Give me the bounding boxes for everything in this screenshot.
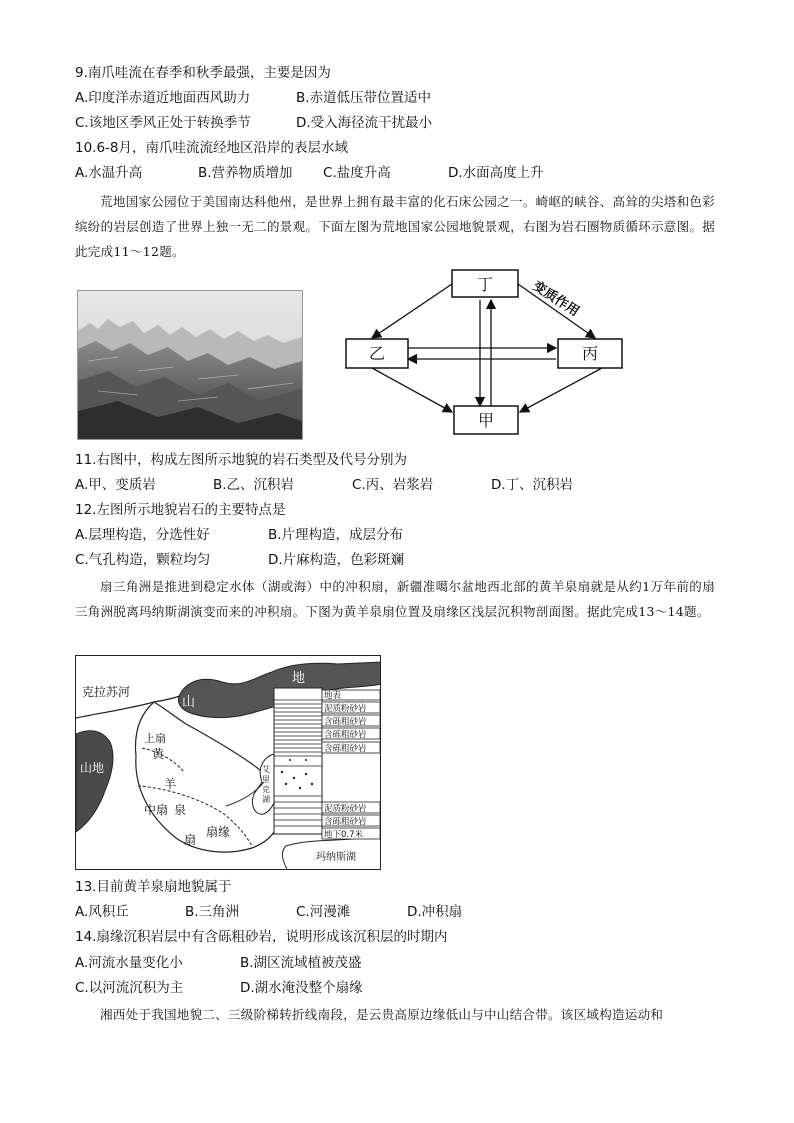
col-label-depth: 地下0.7米 — [324, 830, 364, 840]
passage-xiangxi: 湘西处于我国地貌二、三级阶梯转折线南段，是云贵高原边缘低山与中山结合带。该区域构造运动和 — [100, 1007, 664, 1022]
manasi-label: 玛纳斯湖 — [316, 852, 356, 863]
col-label-surface: 地表 — [324, 691, 342, 701]
question-11-stem: 11.右图中，构成左图所示地貌的岩石类型及代号分别为 — [75, 452, 407, 468]
badlands-landscape-photo — [77, 290, 303, 440]
arrow-yi-to-jia — [372, 368, 452, 412]
passage-badlands: 荒地国家公园位于美国南达科他州，是世界上拥有最丰富的化石床公园之一。崎岖的峡谷、高耸的尖塔和色彩缤纷的岩层创造了世界上独一无二的景观。下面左图为荒地国家公园地貌景观，右图为岩石圈物质循环示意图。据此完成11～12题。 — [75, 194, 716, 259]
upper-fan-label: 上扇 — [144, 732, 166, 745]
q11-option-d[interactable]: D.丁、沉积岩 — [491, 477, 574, 493]
q10-option-c[interactable]: C.盐度升高 — [323, 165, 391, 181]
q13-option-b[interactable]: B.三角洲 — [185, 904, 240, 920]
q9-option-c[interactable]: C.该地区季风正处于转换季节 — [75, 115, 251, 131]
fan-location-map — [75, 655, 381, 870]
fan-edge-label: 扇缘 — [206, 825, 231, 839]
question-10-stem: 10.6-8月，南爪哇流流经地区沿岸的表层水域 — [75, 140, 349, 156]
col-label-5: 泥质粉砂岩 — [324, 804, 367, 814]
col-label-4: 含砾粗砂岩 — [324, 744, 367, 754]
middle-fan-label: 中扇 — [144, 803, 169, 817]
lake-char-3: 克 — [262, 785, 270, 794]
mountain-label-west: 山地 — [80, 761, 105, 775]
q12-option-c[interactable]: C.气孔构造，颗粒均匀 — [75, 552, 211, 568]
q11-option-c[interactable]: C.丙、岩浆岩 — [352, 477, 434, 493]
label-yang: 羊 — [164, 777, 177, 791]
mountain-label-di: 地 — [292, 671, 306, 686]
q14-option-c[interactable]: C.以河流沉积为主 — [75, 980, 184, 996]
question-9-stem: 9.南爪哇流在春季和秋季最强，主要是因为 — [75, 65, 331, 81]
label-quan: 泉 — [174, 803, 187, 817]
col-label-2: 含砾粗砂岩 — [324, 717, 367, 727]
col-label-1: 泥质粉砂岩 — [324, 704, 367, 714]
node-yi: 乙 — [368, 344, 386, 363]
river-label: 克拉苏河 — [82, 685, 131, 699]
node-jia: 甲 — [477, 411, 495, 430]
col-label-3: 含砾粗砂岩 — [324, 730, 367, 740]
q11-option-a[interactable]: A.甲、变质岩 — [75, 477, 156, 493]
passage-fan-delta: 扇三角洲是推进到稳定水体（湖或海）中的冲积扇，新疆准噶尔盆地西北部的黄羊泉扇就是从约1万年前的扇三角洲脱离玛纳斯湖演变而来的冲积扇。下图为黄羊泉扇位置及扇缘区浅层沉积物剖面图。据此完成13～14题。 — [75, 579, 715, 619]
q14-option-b[interactable]: B.湖区流域植被茂盛 — [240, 955, 362, 971]
question-12-stem: 12.左图所示地貌岩石的主要特点是 — [75, 502, 286, 518]
q10-option-d[interactable]: D.水面高度上升 — [448, 165, 544, 181]
mountain-label-shan: 山 — [182, 695, 196, 710]
rock-cycle-diagram — [340, 262, 640, 442]
node-ding: 丁 — [476, 275, 494, 294]
lake-char-1: 艾 — [262, 765, 270, 774]
q10-option-a[interactable]: A.水温升高 — [75, 165, 143, 181]
question-14-stem: 14.扇缘沉积岩层中有含砾粗砂岩，说明形成该沉积层的时期内 — [75, 929, 448, 945]
col-label-6: 含砾粗砂岩 — [324, 817, 367, 827]
q12-option-b[interactable]: B.片理构造，成层分布 — [268, 527, 404, 543]
arrow-bing-to-jia — [520, 368, 602, 412]
badlands-photo-drawing — [78, 291, 302, 439]
q12-option-d[interactable]: D.片麻构造，色彩斑斓 — [268, 552, 405, 568]
label-shan-fan: 扇 — [184, 833, 197, 847]
label-huang: 黄 — [152, 747, 165, 761]
question-13-stem: 13.目前黄羊泉扇地貌属于 — [75, 879, 232, 895]
q11-option-b[interactable]: B.乙、沉积岩 — [213, 477, 295, 493]
q9-option-a[interactable]: A.印度洋赤道近地面西风助力 — [75, 90, 251, 106]
q14-option-a[interactable]: A.河流水量变化小 — [75, 955, 183, 971]
lake-char-4: 湖 — [262, 795, 270, 804]
q10-option-b[interactable]: B.营养物质增加 — [198, 165, 293, 181]
arrow-ding-to-yi — [372, 284, 452, 338]
q13-option-a[interactable]: A.风积丘 — [75, 904, 129, 920]
q12-option-a[interactable]: A.层理构造，分选性好 — [75, 527, 210, 543]
q13-option-d[interactable]: D.冲积扇 — [407, 904, 463, 920]
lake-char-2: 里 — [262, 775, 270, 784]
q14-option-d[interactable]: D.湖水淹没整个扇缘 — [240, 980, 363, 996]
metamorphism-label: 变质作用 — [529, 278, 582, 320]
q9-option-b[interactable]: B.赤道低压带位置适中 — [296, 90, 432, 106]
node-bing: 丙 — [581, 344, 599, 363]
q9-option-d[interactable]: D.受入海径流干扰最小 — [296, 115, 433, 131]
q13-option-c[interactable]: C.河漫滩 — [296, 904, 351, 920]
